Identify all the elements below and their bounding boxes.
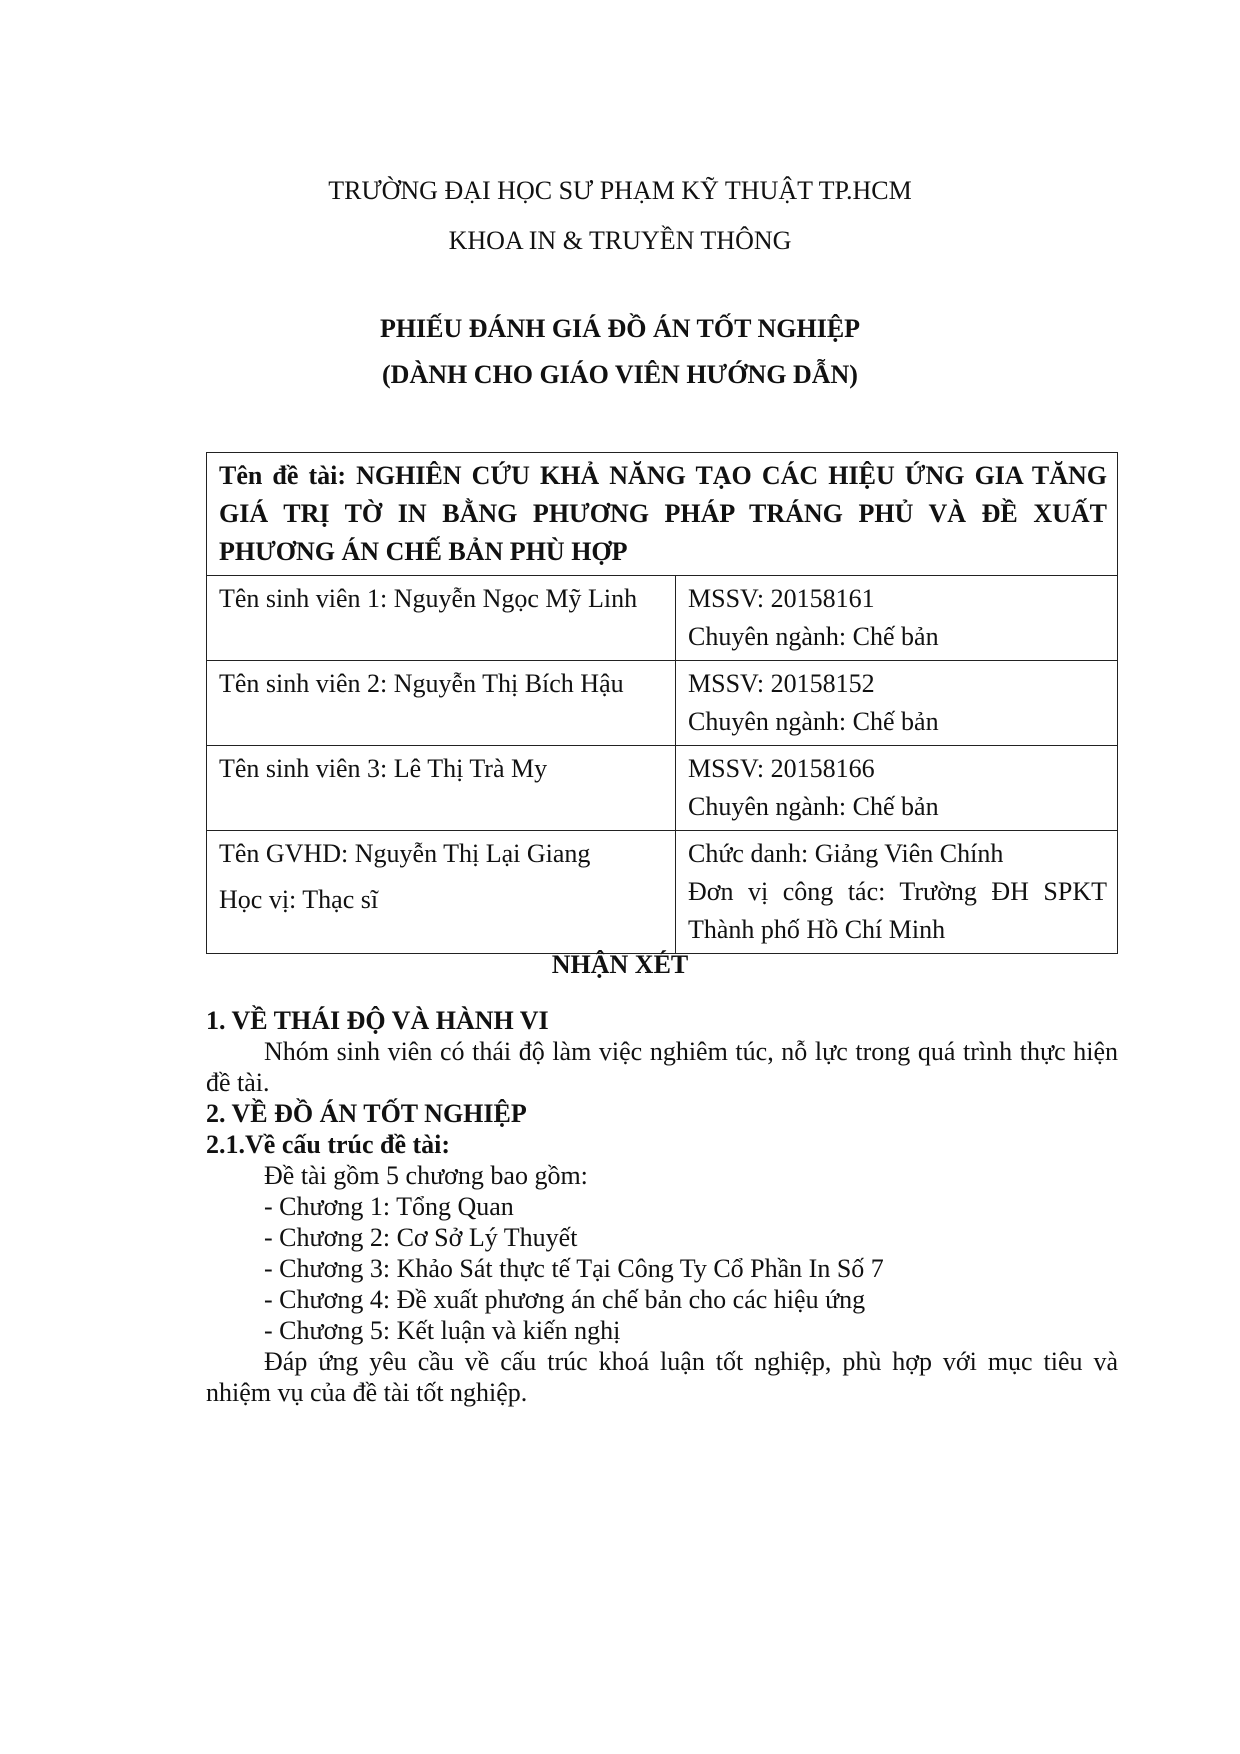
section1-text: Nhóm sinh viên có thái độ làm việc nghiêm túc, nỗ lực trong quá trình thực hiện đề tài. [206,1037,1118,1097]
student-row [207,746,1118,831]
chapter-item: - Chương 5: Kết luận và kiến nghị [264,1316,621,1345]
project-info-table [206,452,1118,954]
advisor-details [676,831,1118,954]
section21-title: 2.1.Về cấu trúc đề tài: [206,1130,451,1159]
section1-title: 1. VỀ THÁI ĐỘ VÀ HÀNH VI [206,1006,549,1035]
form-title: PHIẾU ĐÁNH GIÁ ĐỒ ÁN TỐT NGHIỆP [379,314,861,343]
student-name: Tên sinh viên 1: Nguyễn Ngọc Mỹ Linh [207,576,676,661]
topic-cell: Tên đề tài: NGHIÊN CỨU KHẢ NĂNG TẠO CÁC HIỆU ỨNG GIA TĂNG GIÁ TRỊ TỜ IN BẰNG PHƯƠNG PHÁP TRÁNG PHỦ VÀ ĐỀ XUẤT PHƯƠNG ÁN CHẾ BẢN PHÙ HỢP [207,453,1118,576]
chapter-item: - Chương 4: Đề xuất phương án chế bản cho các hiệu ứng [264,1285,866,1314]
student-row [207,576,1118,661]
chapter-item: - Chương 3: Khảo Sát thực tế Tại Công Ty Cổ Phần In Số 7 [264,1254,884,1283]
student-mssv: MSSV: 20158161 [688,584,875,613]
advisor-row [207,831,1118,954]
structure-intro: Đề tài gồm 5 chương bao gồm: [264,1161,588,1190]
student-details [676,576,1118,661]
student-name: Tên sinh viên 3: Lê Thị Trà My [207,746,676,831]
student-major: Chuyên ngành: Chế bản [688,792,939,821]
student-details [676,661,1118,746]
student-name: Tên sinh viên 2: Nguyễn Thị Bích Hậu [207,661,676,746]
advisor-name: Tên GVHD: Nguyễn Thị Lại Giang [219,839,591,868]
student-details [676,746,1118,831]
advisor-workplace: Đơn vị công tác: Trường ĐH SPKT [688,877,1107,906]
student-mssv: MSSV: 20158152 [688,669,875,698]
student-row [207,661,1118,746]
topic-row [207,453,1118,576]
form-subtitle: (DÀNH CHO GIÁO VIÊN HƯỚNG DẪN) [382,360,858,389]
student-mssv: MSSV: 20158166 [688,754,875,783]
advisor-cell [207,831,676,954]
advisor-workplace-city: Thành phố Hồ Chí Minh [688,915,946,944]
review-body [206,1005,1118,1408]
review-heading: NHẬN XÉT [551,950,689,979]
structure-conclusion: Đáp ứng yêu cầu về cấu trúc khoá luận tốt nghiệp, phù hợp với mục tiêu và nhiệm vụ của đề tài tốt nghiệp. [206,1347,1118,1407]
chapter-item: - Chương 1: Tổng Quan [264,1192,514,1221]
university-name: TRƯỜNG ĐẠI HỌC SƯ PHẠM KỸ THUẬT TP.HCM [328,176,912,205]
chapter-item: - Chương 2: Cơ Sở Lý Thuyết [264,1223,578,1252]
section2-title: 2. VỀ ĐỒ ÁN TỐT NGHIỆP [206,1099,527,1128]
student-major: Chuyên ngành: Chế bản [688,707,939,736]
advisor-position: Chức danh: Giảng Viên Chính [688,839,1004,868]
advisor-degree: Học vị: Thạc sĩ [219,885,379,914]
student-major: Chuyên ngành: Chế bản [688,622,939,651]
faculty-name: KHOA IN & TRUYỀN THÔNG [448,226,792,255]
